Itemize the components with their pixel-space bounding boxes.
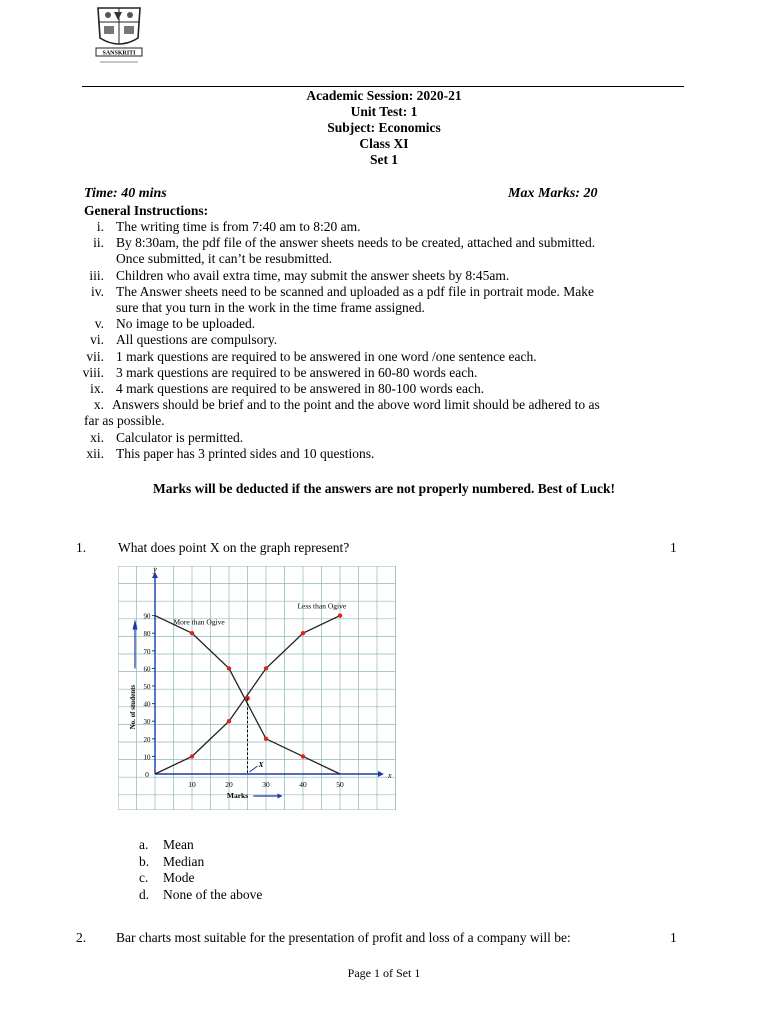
x-axis-letter: x — [388, 771, 392, 780]
header-line: Class XI — [359, 136, 409, 151]
question-number: 1. — [76, 540, 87, 555]
data-point — [338, 613, 342, 617]
instruction-number: ix. — [90, 381, 104, 396]
question-number: 2. — [76, 930, 87, 945]
instruction-number: viii. — [82, 364, 104, 380]
y-axis-label: No. of students — [129, 684, 137, 730]
y-tick-label: 90 — [143, 612, 151, 621]
x-tick-label: 50 — [336, 780, 344, 789]
option-label: c. — [139, 870, 149, 885]
option-label: b. — [139, 854, 150, 869]
ogive-chart — [118, 566, 396, 810]
instruction-number: xi. — [90, 429, 104, 445]
y-tick-label: 20 — [143, 735, 151, 744]
data-point — [264, 737, 268, 741]
instruction-text: All questions are compulsory. — [116, 332, 278, 348]
instruction-text: sure that you turn in the work in the time frame assigned. — [116, 299, 425, 315]
x-tick-label: 10 — [188, 780, 196, 789]
instructions-title: General Instructions: — [84, 203, 209, 218]
instruction-number: iii. — [89, 267, 104, 283]
header-line: Set 1 — [369, 152, 399, 167]
instruction-text: far as possible. — [84, 413, 165, 429]
y-tick-label: 60 — [143, 665, 151, 674]
x-tick-label: 40 — [299, 780, 307, 789]
header-line: Unit Test: 1 — [350, 104, 418, 119]
instruction-text: Calculator is permitted. — [116, 429, 244, 445]
max-marks-label: Max Marks: 20 — [508, 186, 598, 201]
instructions-note: Marks will be deducted if the answers are not properly numbered. Best of Luck! — [153, 481, 615, 496]
instruction-text: The Answer sheets need to be scanned and uploaded as a pdf file in portrait mode. Make — [116, 283, 594, 299]
data-point — [301, 631, 305, 635]
instruction-number: iv. — [91, 283, 104, 299]
instruction-number: i. — [96, 219, 104, 234]
instruction-text: By 8:30am, the pdf file of the answer sheets needs to be created, attached and submitted. — [116, 235, 596, 251]
option-text: Mean — [163, 837, 194, 852]
option-a — [139, 837, 194, 854]
instruction-number: vii. — [86, 348, 104, 364]
instruction-text: Children who avail extra time, may submit the answer sheets by 8:45am. — [116, 267, 510, 283]
option-label: a. — [139, 837, 149, 852]
y-tick-label: 50 — [143, 683, 151, 691]
page-footer: Page 1 of Set 1 — [347, 966, 421, 980]
x-axis-label: Marks — [226, 791, 249, 800]
time-label: Time: 40 mins — [84, 186, 167, 201]
option-text: Mode — [163, 870, 195, 885]
instruction-number: v. — [94, 316, 104, 332]
data-point — [264, 666, 268, 670]
option-label: d. — [139, 887, 150, 902]
question-marks: 1 — [670, 930, 677, 945]
y-tick-label: 30 — [143, 718, 151, 727]
y-tick-label: 10 — [143, 753, 151, 762]
question-text: What does point X on the graph represent? — [118, 540, 350, 555]
y-tick-label: 80 — [143, 630, 151, 639]
instruction-text: 4 mark questions are required to be answered in 80-100 words each. — [116, 381, 485, 396]
instruction-number: xii. — [86, 445, 104, 461]
series-label: More than Ogive — [173, 617, 225, 627]
logo-text: SANSKRITI — [102, 50, 136, 57]
crest-shield-icon — [98, 8, 140, 44]
instruction-number: ii. — [93, 235, 104, 251]
y-axis-letter: y — [153, 566, 157, 574]
data-point — [190, 754, 194, 758]
instruction-number: vi. — [90, 332, 104, 348]
instruction-text: This paper has 3 printed sides and 10 questions. — [116, 445, 375, 461]
data-point — [227, 719, 231, 723]
header-rule — [82, 86, 684, 87]
option-text: Median — [163, 854, 205, 869]
x-tick-label: 20 — [225, 780, 233, 789]
header-line: Academic Session: 2020-21 — [306, 88, 462, 103]
origin-label: 0 — [145, 770, 149, 779]
instruction-text: 3 mark questions are required to be answered in 60-80 words each. — [116, 364, 478, 380]
question-text: Bar charts most suitable for the presentation of profit and loss of a company will be: — [116, 930, 571, 945]
option-text: None of the above — [163, 887, 263, 902]
instruction-text: No image to be uploaded. — [116, 316, 256, 332]
option-b — [139, 854, 204, 871]
series-label: Less than Ogive — [297, 601, 347, 611]
x-tick-label: 30 — [262, 780, 270, 789]
data-point — [227, 666, 231, 670]
instruction-text: 1 mark questions are required to be answered in one word /one sentence each. — [116, 348, 537, 364]
y-tick-label: 40 — [143, 700, 151, 709]
option-d — [139, 887, 262, 904]
data-point — [190, 631, 194, 635]
data-point — [301, 754, 305, 758]
y-tick-label: 70 — [143, 647, 151, 656]
option-c — [139, 870, 195, 887]
instruction-text: Answers should be brief and to the point and the above word limit should be adhered to as — [112, 397, 600, 413]
instruction-text: Once submitted, it can’t be resubmitted. — [116, 251, 333, 267]
question-marks: 1 — [670, 540, 677, 555]
school-logo — [86, 4, 152, 68]
header-line: Subject: Economics — [327, 120, 441, 135]
instruction-number: x. — [93, 397, 104, 413]
annotation-label: X — [258, 760, 264, 769]
instruction-text: The writing time is from 7:40 am to 8:20 am. — [116, 219, 361, 234]
